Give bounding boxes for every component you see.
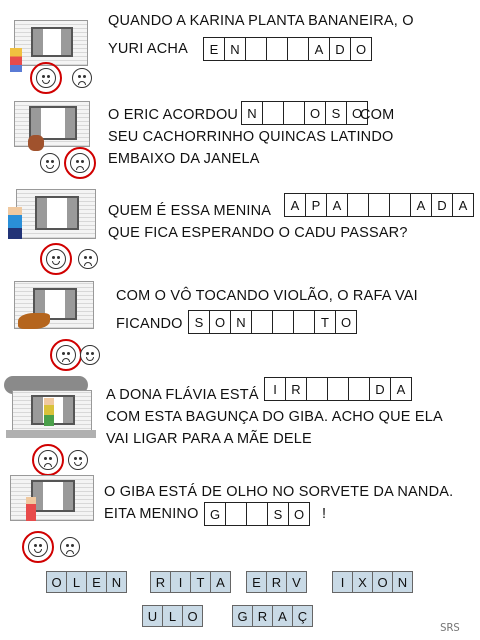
word-letter: L [66,571,87,593]
word-letter: G [232,605,253,627]
exercise-4 [0,275,480,370]
word-letter: I [332,571,353,593]
exercise-3-line-2: QUE FICA ESPERANDO O CADU PASSAR? [108,225,408,241]
letter-cell[interactable] [287,37,309,61]
letter-cell[interactable] [306,377,328,401]
letter-cell[interactable]: A [326,193,348,217]
woman-figure [44,398,54,426]
letter-cell[interactable]: R [285,377,307,401]
exercise-1-line-2: YURI ACHA [108,41,188,57]
girl-figure [10,48,22,72]
word-letter: O [182,605,203,627]
word-letter: E [86,571,107,593]
word-letter: E [246,571,267,593]
happy-face-icon[interactable] [28,537,48,557]
word-letter: L [162,605,183,627]
happy-face-icon[interactable] [80,345,100,365]
exercise-1-line-1: QUANDO A KARINA PLANTA BANANEIRA, O [108,13,414,29]
letter-boxes-6 [204,502,310,526]
letter-cell[interactable]: S [325,101,347,125]
word-letter: A [272,605,293,627]
letter-cell[interactable]: S [188,310,210,334]
word-chip-1[interactable] [46,571,127,593]
letter-cell[interactable]: O [209,310,231,334]
exercise-5-line-3: VAI LIGAR PARA A MÃE DELE [106,431,312,447]
exercise-2-line-1a: O ERIC ACORDOU [108,107,239,123]
letter-cell[interactable]: P [305,193,327,217]
word-letter: R [252,605,273,627]
letter-cell[interactable]: N [224,37,246,61]
word-chip-5[interactable] [142,605,203,627]
letter-cell[interactable]: O [288,502,310,526]
word-letter: T [190,571,211,593]
letter-cell[interactable]: A [410,193,432,217]
word-letter: R [150,571,171,593]
letter-cell[interactable]: O [350,37,372,61]
letter-cell[interactable]: G [204,502,226,526]
letter-cell[interactable] [272,310,294,334]
letter-boxes-2 [241,101,368,125]
letter-cell[interactable]: A [308,37,330,61]
word-letter: O [46,571,67,593]
exercise-6-tail: ! [322,506,327,522]
letter-cell[interactable]: A [452,193,474,217]
happy-face-icon[interactable] [68,450,88,470]
guitar-player-figure [18,313,50,329]
word-letter: A [210,571,231,593]
scene-window-1 [14,20,88,66]
exercise-2-line-1b: COM [360,107,395,123]
sad-face-icon[interactable] [56,345,76,365]
word-letter: O [372,571,393,593]
letter-cell[interactable] [327,377,349,401]
letter-cell[interactable]: D [431,193,453,217]
letter-cell[interactable] [389,193,411,217]
exercise-5-line-2: COM ESTA BAGUNÇA DO GIBA. ACHO QUE ELA [106,409,443,425]
exercise-2-line-2: SEU CACHORRINHO QUINCAS LATINDO [108,129,394,145]
letter-cell[interactable]: E [203,37,225,61]
happy-face-icon[interactable] [46,249,66,269]
word-chip-2[interactable] [150,571,231,593]
exercise-5 [0,370,480,475]
letter-cell[interactable]: D [369,377,391,401]
letter-cell[interactable] [246,502,268,526]
letter-cell[interactable]: A [284,193,306,217]
word-chip-4[interactable] [332,571,413,593]
letter-cell[interactable]: S [267,502,289,526]
letter-cell[interactable]: A [390,377,412,401]
letter-cell[interactable] [251,310,273,334]
sad-face-icon[interactable] [38,450,58,470]
word-chip-6[interactable] [232,605,313,627]
letter-cell[interactable] [283,101,305,125]
letter-cell[interactable]: O [304,101,326,125]
sad-face-icon[interactable] [78,249,98,269]
letter-cell[interactable]: O [335,310,357,334]
letter-cell[interactable] [245,37,267,61]
happy-face-icon[interactable] [40,153,60,173]
letter-cell[interactable]: D [329,37,351,61]
letter-cell[interactable] [293,310,315,334]
exercise-4-line-1: COM O VÔ TOCANDO VIOLÃO, O RAFA VAI [116,288,418,304]
letter-boxes-4 [188,310,357,334]
word-letter: V [286,571,307,593]
exercise-6-line-2: EITA MENINO [104,506,199,522]
letter-cell[interactable]: N [241,101,263,125]
letter-boxes-3 [284,193,474,217]
scene-window-3 [16,189,96,239]
exercise-5-line-1: A DONA FLÁVIA ESTÁ [106,387,259,403]
exercise-2 [0,95,480,185]
exercise-2-line-3: EMBAIXO DA JANELA [108,151,260,167]
word-bank [0,565,480,640]
letter-cell[interactable]: T [314,310,336,334]
word-letter: R [266,571,287,593]
letter-cell[interactable] [348,377,370,401]
exercise-3 [0,185,480,275]
letter-cell[interactable] [225,502,247,526]
letter-cell[interactable]: I [264,377,286,401]
word-letter: N [106,571,127,593]
letter-boxes-5 [264,377,412,401]
sad-face-icon[interactable] [72,68,92,88]
boy-figure [26,497,36,521]
exercise-3-line-1: QUEM É ESSA MENINA [108,203,272,219]
letter-cell[interactable] [368,193,390,217]
word-chip-3[interactable] [246,571,307,593]
word-letter: U [142,605,163,627]
signature: SRS [440,621,460,634]
floor-decoration [6,430,96,438]
exercise-6-line-1: O GIBA ESTÁ DE OLHO NO SORVETE DA NANDA. [104,484,454,500]
scene-window-6 [10,475,94,521]
letter-cell[interactable]: O [346,101,368,125]
scene-window-2 [14,101,90,147]
letter-cell[interactable] [266,37,288,61]
exercise-6 [0,475,480,565]
exercise-1 [0,0,480,95]
boy-figure [8,207,22,239]
letter-cell[interactable] [347,193,369,217]
letter-cell[interactable]: N [230,310,252,334]
word-letter: X [352,571,373,593]
word-letter: I [170,571,191,593]
sad-face-icon[interactable] [70,153,90,173]
exercise-4-line-2: FICANDO [116,316,183,332]
word-letter: N [392,571,413,593]
happy-face-icon[interactable] [36,68,56,88]
dog-figure [28,135,44,151]
letter-boxes-1 [203,37,372,61]
word-letter: Ç [292,605,313,627]
sad-face-icon[interactable] [60,537,80,557]
letter-cell[interactable] [262,101,284,125]
